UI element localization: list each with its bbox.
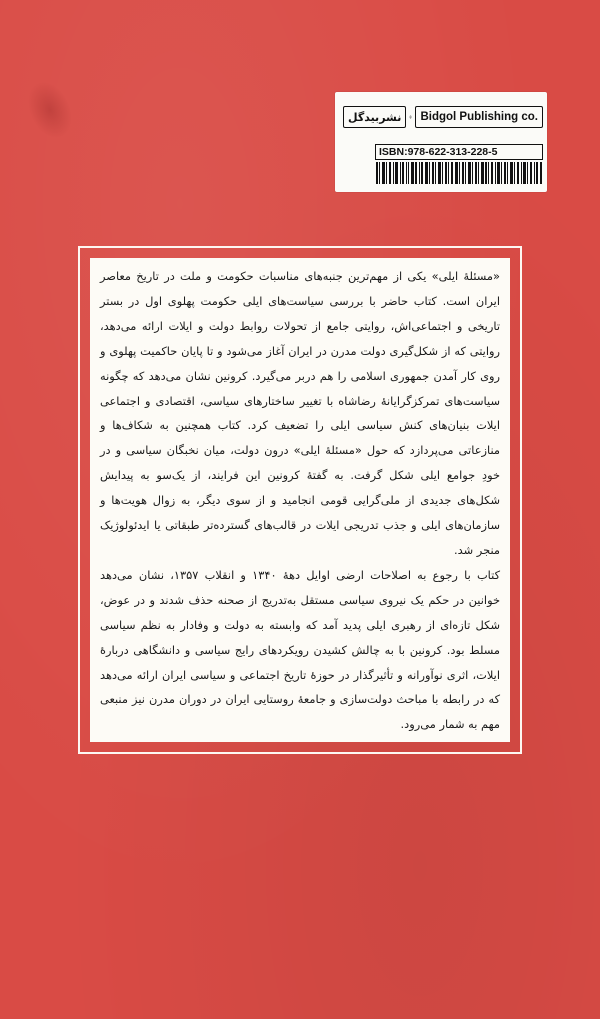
publisher-label (343, 104, 543, 130)
barcode (375, 162, 543, 184)
isbn-text: ISBN:978-622-313-228-5 (375, 144, 543, 160)
description-paragraph-2: کتاب با رجوع به اصلاحات ارضی اوایل دههٔ ۱۳۴۰ و انقلاب ۱۳۵۷، نشان می‌دهد خوانین در حکم یک نیروی سیاسی مستقل به‌تدریج از صحنه حذف شدند و در عوض، شکل تازه‌ای از رهبری ایلی پدید آمد که وابسته به دولت و وفادار به نظم سیاسی مسلط بود. کرونین با به چالش کشیدن رویکردهای رایج سیاسی و دانشگاهی دربارهٔ ایلات، اثری نوآورانه و تأثیرگذار در حوزهٔ تاریخ اجتماعی و سیاسی ایران ارائه می‌دهد که در رابطه با مباحث دولت‌سازی و جامعهٔ روستایی ایران در دوران مدرن نیز منبعی مهم به شمار می‌رود. (100, 567, 500, 732)
publisher-logo-icon (409, 104, 412, 130)
book-description (100, 264, 500, 737)
publisher-name-fa: نشربیدگل (348, 110, 402, 124)
publisher-name-fa-box (343, 106, 406, 128)
description-paragraph-1: «مسئلهٔ ایلی» یکی از مهم‌ترین جنبه‌های مناسبات حکومت و ملت در تاریخ معاصر ایران است. کتاب حاضر با بررسی سیاست‌های ایلی حکومت پهلوی اول در بستر تاریخی و اجتماعی‌اش، روایتی جامع از تحولات روابط دولت و ایلات ارائه می‌دهد، روایتی که از شکل‌گیری دولت مدرن در ایران آغاز می‌شود و تا پایان حاکمیت پهلوی و روی کار آمدن جمهوری اسلامی را هم دربر می‌گیرد. کرونین نشان می‌دهد که چگونه سیاست‌های تمرکزگرایانهٔ رضاشاه با تغییر ساختارهای سیاسی، اقتصادی و اجتماعی ایلات بنیان‌های کنش سیاسی ایلی را تضعیف کرد. کتاب همچنین به شکاف‌ها و منازعاتی می‌پردازد که حول «مسئلهٔ ایلی» درون دولت، میان نخبگان سیاسی و در خودِ جوامع ایلی شکل گرفت. به گفتهٔ کرونین این فرایند، از یک‌سو به پیدایش شکل‌های جدیدی از ملی‌گرایی قومی انجامید و از سوی دیگر، به زوال هویت‌ها و سازمان‌های ایلی و جذب تدریجی ایلات در قالب‌های گسترده‌تر طبقاتی یا ایدئولوژیک منجر شد. (100, 269, 500, 557)
publisher-barcode-sticker (335, 92, 547, 192)
barcode-bars-icon (375, 162, 543, 184)
cover-scuff-mark (19, 74, 81, 145)
publisher-name-en-box (415, 106, 543, 128)
publisher-name-en: Bidgol Publishing co. (420, 111, 538, 123)
